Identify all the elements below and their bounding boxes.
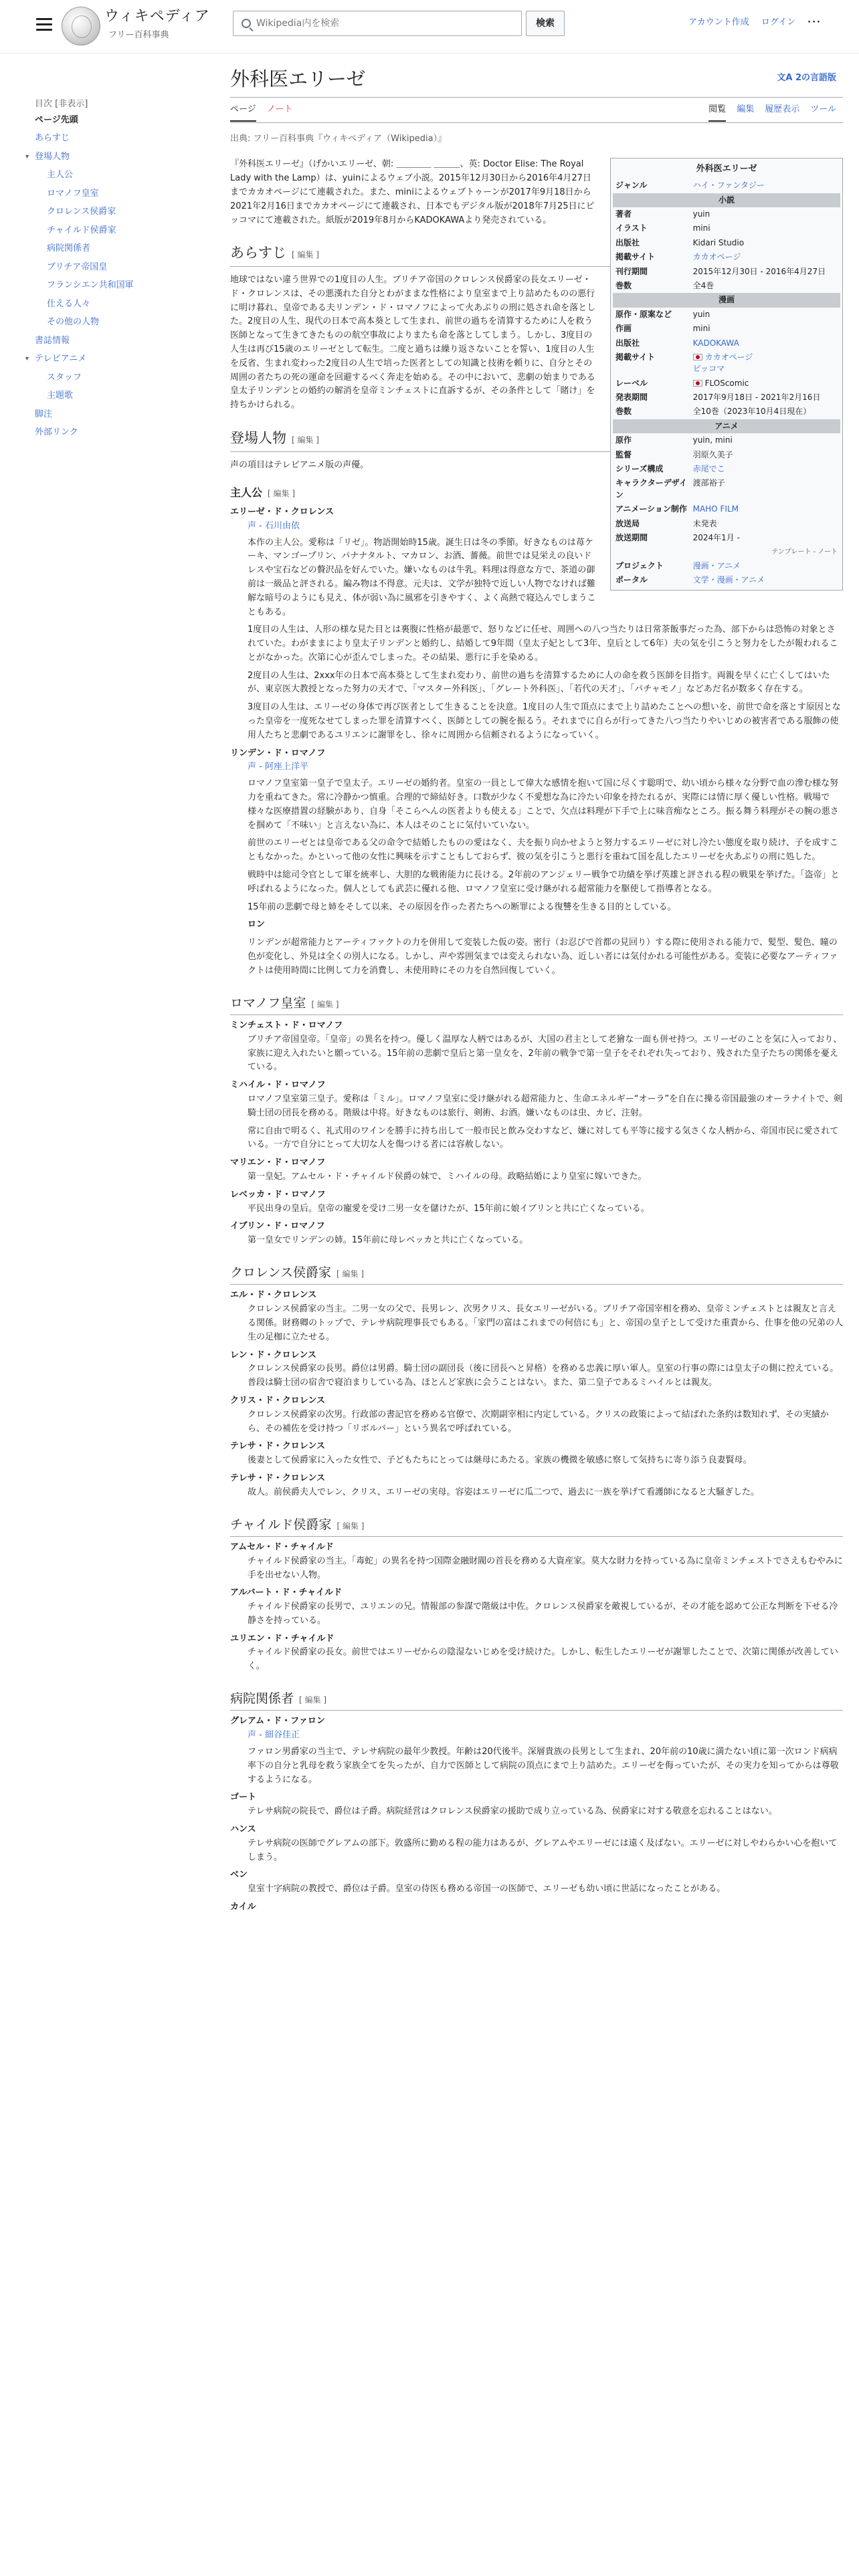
infobox-value-text: 羽原久美子 (692, 449, 733, 459)
main-content (230, 66, 843, 1915)
infobox-value (690, 207, 840, 221)
character-paragraph: ロマノフ皇室第三皇子。愛称は「ミル」。ロマノフ皇室に受け継がれる超常能力と、生命エネルギー“オーラ”を自在に操る帝国最強のオーラナイトで、剣騎士団の団長を務める。階級は中将。好きなものは旅行、剣術、お酒。嫌いなものは虫、カビ、注射。 (248, 1094, 843, 1118)
toc-item[interactable] (35, 408, 182, 421)
character-name: ユリエン・ド・チャイルド (230, 1633, 335, 1644)
character-description (248, 1600, 843, 1628)
toc-item[interactable] (35, 169, 182, 182)
character-paragraph: チャイルド侯爵家の長男で、ユリエンの兄。情報部の参謀で階級は中佐。クロレンス侯爵家を敵視しているが、その才能を認めて公正な判断を下せる冷静さを持っている。 (248, 1602, 838, 1626)
portal-link[interactable]: 文学・漫画・アニメ (692, 575, 765, 585)
japan-flag-icon (693, 380, 702, 387)
infobox-value-text: ハイ・ファンタジー (692, 181, 765, 191)
infobox-value-text: Kidari Studio (692, 237, 745, 247)
infobox-key: シリーズ構成 (615, 464, 664, 474)
tab-page[interactable]: ページ (230, 103, 256, 122)
infobox-key: 掲載サイト (615, 352, 656, 362)
infobox-value[interactable] (690, 350, 840, 377)
heading-group: 主人公 [ 編集 ] (230, 486, 296, 500)
character-list (230, 1289, 843, 1499)
character-description (248, 1454, 843, 1468)
toc-item-label: チャイルド侯爵家 (47, 225, 116, 235)
infobox-value-text: MAHO FILM (692, 504, 739, 514)
toc-item-label: クロレンス侯爵家 (47, 207, 116, 217)
character-name: アルバート・ド・チャイルド (230, 1588, 343, 1598)
infobox-value[interactable] (690, 250, 840, 264)
infobox-value-text: yuin (692, 209, 710, 219)
toc-item[interactable] (35, 242, 182, 255)
toc-item[interactable] (35, 114, 182, 127)
toc-item-label: 主人公 (47, 170, 74, 180)
character-groups (230, 484, 843, 1915)
search-button[interactable]: 検索 (526, 11, 565, 36)
character-name: ベン (230, 1870, 248, 1881)
template-link[interactable]: テンプレート - ノート (771, 548, 838, 556)
heading-group: チャイルド侯爵家 [ 編集 ] (230, 1515, 843, 1537)
character-paragraph: クロレンス侯爵家の長男。爵位は男爵。騎士団の副団長（後に団長へと昇格）を務める忠義に厚い軍人。皇室の行事の際には皇太子の側に控えている。普段は騎士団の宿舎で寝泊まりしている為、ほとんど家族に会うことはない。また、第二皇子であるミハイルとは親友。 (248, 1364, 839, 1388)
tagline: フリー百科事典 (108, 30, 169, 40)
toc-sidebar (25, 98, 182, 445)
infobox-value (690, 279, 840, 293)
toc-item-label: あらすじ (35, 133, 70, 143)
infobox-key: イラスト (615, 223, 648, 233)
toc-item-label: スタッフ (47, 372, 82, 383)
character-description (248, 1646, 843, 1674)
infobox-value[interactable] (690, 179, 840, 193)
character-paragraph: 後妻として侯爵家に入った女性で、子どもたちにとっては継母にあたる。家族の機微を敏感に察して気持ちに寄り添う良妻賢母。 (248, 1455, 752, 1466)
character-paragraph: 15年前の悲劇で母と姉をそして以来、その原因を作った者たちへの断罪による復讐を生きる目的としている。 (248, 901, 676, 912)
toc-item-label: フランシエン共和国軍 (47, 280, 134, 290)
character-name: レベッカ・ド・ロマノフ (230, 1189, 326, 1200)
character-description (248, 936, 843, 978)
character-name: マリエン・ド・ロマノフ (230, 1158, 326, 1168)
tab-tools[interactable]: ツール (810, 104, 836, 114)
infobox-key: 放送局 (615, 518, 640, 528)
infobox-key: 出版社 (615, 338, 640, 348)
infobox-value-text: KADOKAWA (692, 338, 739, 348)
source-note: 出典: フリー百科事典『ウィキペディア（Wikipedia）』 (230, 133, 447, 144)
character-paragraph: リンデンが超常能力とアーティファクトの力を併用して変装した仮の姿。密行（お忍びで首都の見回り）する際に使用される能力で、髪型、髪色、瞳の色が変化し、外見は全くの別人になる。しかし、声や雰囲気までは変えられない為、近しい者には気付かれる可能性がある。変装に必要なアーティファクトは使用時間に比例して力を消費し、未使用時にその力を自然回復していく。 (248, 938, 838, 976)
edit-link[interactable]: [ 編集 ] (292, 435, 319, 445)
toc-item[interactable] (35, 132, 182, 145)
lead-paragraph: 『外科医エリーゼ』（げかいエリーゼ、朝: ＿＿＿＿ ＿＿＿、英: Doctor Elise: The Royal Lady with the Lamp）は、yuinによるウェブ小説。2015年12月30日から2016年4月27日までカカオページにて連載された。また、miniによるウェブトゥーンが2017年9月18日から2021年2月16日までカカオページにて連載され、日本でもデジタル版が2018年7月25日にピッコマにて連載された。紙版が2019年8月からKADOKAWAより発売されている。 (230, 159, 595, 225)
character-description (248, 1486, 843, 1500)
voice-actor[interactable]: 声 - 細谷佳正 (248, 1730, 300, 1741)
chevron-down-icon[interactable]: ▾ (25, 355, 29, 362)
infobox-value-text: yuin (692, 309, 710, 319)
toc-item[interactable] (35, 279, 182, 292)
search-box (233, 11, 522, 36)
infobox-key: アニメーション制作 (615, 504, 687, 514)
infobox-value (690, 448, 840, 462)
character-paragraph: 戦時中は総司令官として軍を統率し、大胆的な戦術能力に長ける。2年前のアンジェリー戦争で功績を挙げ英雄と評される程の戦果を挙げた。「盗帝」と呼ばれるようになった。個人としても武芸に優れる他、ロマノフ皇室に受け継がれる超常能力を駆使して指導者となる。 (248, 870, 840, 894)
infobox-value (690, 517, 840, 531)
infobox-section: 小説 (613, 193, 840, 207)
character-description (248, 1202, 843, 1216)
page-tabs (230, 98, 843, 123)
character-paragraph: 前世のエリーゼとは皇帝である父の命令で結婚したものの愛はなく、夫を振り向かせようと努力するエリーゼに対し冷たい態度を取り続け、子を成すこともなかった。かといって他の女性に興味を示すこともしておらず、彼の気を引こうと悪行を重ねて国を乱したエリーゼを火あぶりの刑に処した。 (248, 838, 838, 863)
character-name: グレアム・ド・ファロン (230, 1716, 325, 1727)
toc-item[interactable] (35, 334, 182, 348)
infobox-value[interactable] (690, 462, 840, 476)
infobox-value (690, 531, 840, 545)
infobox-value-text: 未発表 (692, 518, 717, 528)
voice-actor[interactable]: 声 - 阿座上洋平 (248, 762, 308, 772)
infobox-key: 出版社 (615, 237, 640, 247)
infobox-value-text: 赤尾でこ (692, 464, 725, 474)
tab-history[interactable]: 履歴表示 (765, 104, 800, 114)
character-paragraph: テレサ病院の院長で、爵位は子爵。病院経営はクロレンス侯爵家の援助で成り立っている為、侯爵家に対する敬意を忘れることはない。 (248, 1806, 777, 1817)
toc-header[interactable]: 目次 [非表示] (35, 99, 88, 109)
character-name: アムセル・ド・チャイルド (230, 1541, 334, 1552)
character-name: テレサ・ド・クロレンス (230, 1441, 326, 1452)
character-name: イブリン・ド・ロマノフ (230, 1221, 325, 1232)
tab-edit[interactable]: 編集 (737, 104, 755, 114)
infobox-key: 巻数 (615, 407, 632, 417)
heading-characters: 登場人物 [ 編集 ] (230, 427, 843, 452)
heading-group: ロマノフ皇室 [ 編集 ] (230, 993, 843, 1015)
edit-link[interactable]: [ 編集 ] (292, 250, 319, 260)
toc-item-label: 登場人物 (35, 151, 70, 162)
infobox-value (690, 405, 840, 419)
infobox-value-text: 全10巻（2023年10月4日現在） (692, 407, 812, 417)
character-description (248, 760, 843, 932)
toc-item[interactable] (35, 316, 182, 329)
infobox-key: 原作・原案など (615, 309, 672, 319)
characters-note: 声の項目はテレビアニメ版の声優。 (230, 459, 369, 470)
toc-item-label: その他の人物 (47, 317, 100, 327)
character-paragraph: 皇室十字病院の教授で、爵位は子爵。皇室の侍医も務める帝国一の医師で、エリーゼも幼い頃に世話になったことがある。 (248, 1884, 726, 1895)
infobox-key: 著者 (615, 209, 632, 219)
search-input[interactable] (256, 16, 521, 31)
toc-item-label: 主題歌 (47, 391, 74, 401)
character-paragraph: ブリチア帝国皇帝。「皇帝」の異名を持つ。優しく温厚な人柄ではあるが、大国の君主として老獪な一面も併せ持つ。エリーゼのことを気に入っており、家族に迎え入れたいと願っている。15年前の悲劇で皇后と第一皇女を、2年前の戦争で第一皇子をそれぞれ失っており、残された皇子たちの関係を憂えている。 (248, 1034, 842, 1073)
character-list (230, 1019, 843, 1248)
character-name: リンデン・ド・ロマノフ (230, 748, 326, 758)
tab-read[interactable]: 閲覧 (708, 103, 726, 122)
infobox-key: 作画 (615, 324, 632, 334)
character-paragraph: ロマノフ皇室第一皇子で皇太子。エリーゼの婚約者。皇室の一員として偉大な感情を抱いて国に尽くす聡明で、幼い頃から様々な分野で血の滲む様な努力を重ねてきた。常に冷静かつ慎重。合理的で締結好き。口数が少なく不愛想な為に冷たい印象を持たれるが、実際には情に厚く優しい性格。戦場で様々な医療措置の経験があり、自身「そこらへんの医者よりも使える」ことで、欠点は料理が下手で上に味音痴なところ。振る舞う料理がその腕の悪さを掴めて「不味い」と言えない為に、本人はそのことに気付いていない。 (248, 778, 839, 831)
toc-item-label: テレビアニメ (35, 354, 87, 364)
toc-item[interactable] (35, 187, 182, 201)
infobox-key: プロジェクト (615, 560, 664, 570)
toc-item[interactable] (35, 298, 182, 311)
character-description (248, 1303, 843, 1344)
infobox-value (690, 476, 840, 502)
character-paragraph: テレサ病院の医師でグレアムの部下。敦盛所に勤める程の能力はあるが、グレアムやエリーゼには遠く及ばない。エリーゼに対しやわらかい心を抱いてしまう。 (248, 1838, 838, 1862)
infobox-section: 漫画 (613, 293, 840, 307)
tab-talk[interactable]: ノート (266, 104, 293, 114)
character-paragraph: ロン (248, 920, 266, 930)
project-link[interactable]: 漫画・アニメ (692, 560, 741, 570)
character-paragraph: ファロン男爵家の当主で、テレサ病院の最年少教授。年齢は20代後半。深層貴族の長男として生まれ、20年前の10歳に満たない頃に第一次ロンド病病率下の自分と乳母を救う家族全てを失ったが、自力で医師として病院の頂点にまで上り詰めた。エリーゼを侮っていたが、その実力を知ってからは尊敬するようになる。 (248, 1747, 839, 1785)
infobox-value (690, 391, 840, 405)
infobox-key: 刊行期間 (615, 266, 648, 276)
toc-item-label: 外部リンク (35, 427, 78, 437)
character-description (248, 1093, 843, 1152)
toc-item[interactable] (35, 389, 182, 403)
infobox-value-text: カカオページ (692, 252, 741, 262)
toc-item[interactable] (35, 426, 182, 439)
infobox-key: キャラクターデザイン (615, 478, 687, 500)
character-description (248, 1883, 843, 1897)
character-description (248, 1170, 843, 1184)
character-paragraph: チャイルド侯爵家の長女。前世ではエリーゼからの陰湿ないじめを受け続けた。しかし、転生したエリーゼが謝罪したことで、次第に関係が改善していく。 (248, 1647, 838, 1672)
infobox-value (690, 221, 840, 235)
toc-item-label: 脚注 (35, 409, 53, 419)
character-list (230, 1541, 843, 1674)
character-paragraph: クロレンス侯爵家の次男。行政部の書記官を務める官僚で、次期副宰相に内定している。クリスの政策によって結ばれた条約は数知れず、その実績から、その補佐を受け持つ「リボルバー」という異名で呼ばれている。 (248, 1409, 829, 1434)
character-paragraph: 第一皇女でリンデンの姉。15年前に母レベッカと共に亡くなっている。 (248, 1235, 529, 1246)
toc-item-label: ブリチア帝国皇 (47, 261, 108, 272)
infobox-value-text: 渡部裕子 (692, 478, 725, 488)
character-description (248, 1837, 843, 1865)
infobox-key: ジャンル (615, 181, 648, 191)
synopsis-text: 地球ではない違う世界での1度目の人生。ブリチア帝国のクロレンス侯爵家の長女エリーゼ・ド・クロレンスは、その悪漢れた自分とわがままな性格により皇室まで上り詰めたものの悪行に明け暮れ、皇帝である夫リンデン・ド・ロマノフによって火あぶりの刑に処され命を落とした。2度目の人生、現代の日本で高本葵として生まれ、前世の過ちを清算するために人を救う医師となって生きてきたものの航空事故によりまたも命を落としてしまう。しかし、3度目の人生は再び15歳のエリーゼとして転生。二度と過ちは繰り返さないことを誓い、1度目の人生を反省、生まれ変わった2度目の人生で培った医者としての知識と技術を頼りに、自分とその周囲の者たちの死の運命を回避するべく奔走を始める。その中において、悲劇の始まりである皇太子リンデンとの婚約の解消を皇帝ミンチェストに直訴するが、その条件として「賭け」を持ちかけられる。 (230, 274, 596, 411)
search-icon (242, 19, 251, 28)
user-links (688, 16, 822, 30)
infobox-value-text: mini (692, 223, 710, 233)
edit-link[interactable]: [ 編集 ] (336, 1269, 364, 1279)
character-paragraph: クロレンス侯爵家の当主。二男一女の父で、長男レン、次男クリス、長女エリーゼがいる。ブリチア帝国宰相を務め、皇帝ミンチェストとは親友と言える関係。財務卿のトップで、テレサ病院理事長でもある。「家門の富はこれまでの何倍にも」と、帝国の皇子として受けた重責から、仕事を他の兄弟の人生の足枷に立たせる。 (248, 1304, 843, 1342)
infobox-value (690, 308, 840, 322)
toc-list (25, 114, 182, 439)
character-name: ハンス (230, 1824, 256, 1835)
character-name: レン・ド・クロレンス (230, 1350, 316, 1360)
character-name: クリス・ド・クロレンス (230, 1395, 326, 1406)
character-paragraph: 本作の主人公。愛称は「リゼ」。物語開始時15歳。誕生日は冬の季節。好きなものは苺ケーキ、マンゴープリン、パナナタルト、マカロン、お酒、薔薇。前世では見栄えの良いドレスや宝石などの贅沢品を好んでいた。嫌いなものは牛乳。料理は得意な方で、茶道の御前は一級品と評される。編み物は不得意。元夫は、文学が独特で近しい人物でなければ難解な暗号のようにも見え、体が弱い為に風邪を引きやすく、よく高熱で寝込んでしまうこともある。 (248, 537, 596, 617)
character-description (248, 1555, 843, 1583)
toc-item[interactable] (35, 205, 182, 219)
character-name: カイル (230, 1902, 256, 1913)
infobox-value-text: FLOScomic (704, 378, 749, 388)
infobox-section: アニメ (613, 419, 840, 433)
wordmark[interactable]: ウィキペディア (104, 8, 210, 25)
chevron-down-icon[interactable]: ▾ (25, 152, 29, 160)
character-paragraph: 平民出身の皇后。皇帝の寵愛を受け二男一女を儲けたが、15年前に娘イブリンと共に亡くなっている。 (248, 1203, 650, 1214)
infobox-key: 監督 (615, 449, 632, 459)
infobox-value-text: 2015年12月30日 - 2016年4月27日 (692, 266, 826, 276)
edit-link[interactable]: [ 編集 ] (311, 999, 339, 1009)
page-title: 外科医エリーゼ 文A 2の言語版 (230, 66, 843, 98)
infobox-key: 放送期間 (615, 533, 648, 542)
character-paragraph: 2度目の人生は、2xxx年の日本で高本葵として生まれ変わり、前世の過ちを清算するために人の命を救う医師を目指す。両親を早くに亡くしてはいたが、東京医大教授となった努力の天才で、「マスター外科医」、「グレート外科医」、「若代の天才」、「パチャモノ」などあだ名が数多く存在する。 (248, 670, 830, 695)
infobox-value-text: 全4巻 (692, 280, 714, 290)
character-name: ミンチェスト・ド・ロマノフ (230, 1021, 343, 1031)
edit-link[interactable]: [ 編集 ] (299, 1695, 327, 1705)
language-button[interactable]: 文A 2の言語版 (777, 73, 836, 83)
toc-item[interactable] (35, 261, 182, 274)
character-name: ゴート (230, 1792, 257, 1803)
heading-group: 病院関係者 [ 編集 ] (230, 1689, 843, 1711)
character-description (248, 1362, 843, 1390)
toc-item-label: 仕える人々 (47, 298, 91, 309)
wikipedia-logo[interactable] (62, 7, 100, 45)
login-link[interactable]: ログイン (761, 17, 796, 27)
character-description (248, 1033, 843, 1075)
infobox-value (690, 377, 840, 391)
infobox-value[interactable] (690, 502, 840, 516)
character-paragraph: チャイルド侯爵家の当主。「毒蛇」の異名を持つ国際金融財閥の首長を務める大資産家。莫大な財力を持っている為に皇帝ミンチェストでさえもむやみに手を出せない人物。 (248, 1555, 843, 1580)
character-name: エリーゼ・ド・クロレンス (230, 506, 335, 517)
more-icon[interactable]: ··· (807, 17, 822, 27)
character-paragraph: 3度目の人生は、エリーゼの身体で再び医者として生きることを決意。1度目の人生で頂点にまで上り詰めたことへの想いを、前世で命を落とす原因となった皇帝を一度死なせてしまった罪を清算すべく、医師としての腕を振るう。それまでに自らが行ってきた八つ当たりやいじめの被害者である服飾の使用人たちと悲劇であるユリエンに謝罪をし、徐々に周囲から信頼されるようになっていく。 (248, 702, 841, 740)
infobox-value (690, 322, 840, 336)
infobox-key: ポータル (615, 575, 648, 585)
infobox-key: 巻数 (615, 280, 632, 290)
infobox-value-text: カカオページ ピッコマ (692, 352, 753, 374)
character-paragraph: 常に自由で明るく、礼式用のワインを勝手に持ち出して一般市民と飲み交わすなど、嫌に対しても平等に接する気さくな人柄から、帝国市民に愛されている。一方で自分にとって大切な人を傷つける者には容赦しない。 (248, 1125, 839, 1150)
character-description (248, 1234, 843, 1248)
infobox-value-text: yuin, mini (692, 435, 733, 445)
toc-item-label: ロマノフ皇室 (47, 188, 99, 199)
toc-item-label: 病院関係者 (47, 243, 91, 253)
character-paragraph: 1度目の人生は、人形の様な見た目とは裏腹に性格が最悪で、怒りなどに任せ、周囲への八つ当たりは日常茶飯事だった為、部下からは恐怖の対象とされていた。わがままにより皇太子リンデンと婚約し、結婚して9年間（皇太子妃として3年、皇后として6年）夫の気を引こうと努力をしたが報われることがなかった。次第に心が歪んでしまった。その結果、悪行に手を染める。 (248, 625, 838, 663)
infobox-key: 原作 (615, 435, 632, 445)
character-paragraph: 第一皇妃。アムセル・ド・チャイルド侯爵の妹で、ミハイルの母。政略結婚により皇室に嫁いできた。 (248, 1171, 647, 1182)
character-list (230, 1715, 843, 1914)
toc-item[interactable] (35, 371, 182, 385)
heading-synopsis: あらすじ [ 編集 ] (230, 242, 843, 267)
infobox-caption: 外科医エリーゼ (696, 164, 757, 175)
edit-link[interactable]: [ 編集 ] (268, 489, 296, 499)
infobox-value-text: 2024年1月 - (692, 533, 740, 542)
site-header (0, 0, 859, 53)
infobox-value-text: mini (692, 324, 710, 334)
character-name: エル・ド・クロレンス (230, 1290, 317, 1301)
character-description (248, 1805, 843, 1819)
infobox-value[interactable] (690, 336, 840, 350)
character-name: ミハイル・ド・ロマノフ (230, 1080, 326, 1091)
japan-flag-icon (693, 354, 702, 360)
infobox-value (690, 236, 840, 250)
infobox (610, 158, 843, 590)
toc-item-label: ページ先頭 (35, 114, 78, 125)
toc-item[interactable] (25, 150, 182, 164)
character-paragraph: 故人。前侯爵夫人でレン、クリス、エリーゼの実母。容姿はエリーゼに瓜二つで、過去に一族を挙げて看護師になると大騒ぎした。 (248, 1487, 759, 1497)
infobox-value-text: 2017年9月18日 - 2021年2月16日 (692, 393, 821, 403)
infobox-value (690, 265, 840, 279)
infobox-key: レーベル (615, 378, 648, 388)
heading-group: クロレンス侯爵家 [ 編集 ] (230, 1263, 843, 1285)
character-description (248, 1729, 843, 1787)
menu-icon[interactable] (35, 15, 54, 33)
character-description (248, 1408, 843, 1436)
toc-item-label: 書誌情報 (35, 335, 70, 346)
voice-actor[interactable]: 声 - 石川由依 (248, 520, 300, 531)
infobox-key: 発表期間 (615, 393, 648, 403)
character-name: テレサ・ド・クロレンス (230, 1473, 326, 1483)
edit-link[interactable]: [ 編集 ] (337, 1521, 365, 1531)
create-account-link[interactable]: アカウント作成 (688, 17, 749, 27)
infobox-value (690, 433, 840, 447)
toc-item[interactable] (35, 224, 182, 237)
infobox-key: 掲載サイト (615, 252, 656, 262)
toc-item[interactable] (25, 352, 182, 366)
